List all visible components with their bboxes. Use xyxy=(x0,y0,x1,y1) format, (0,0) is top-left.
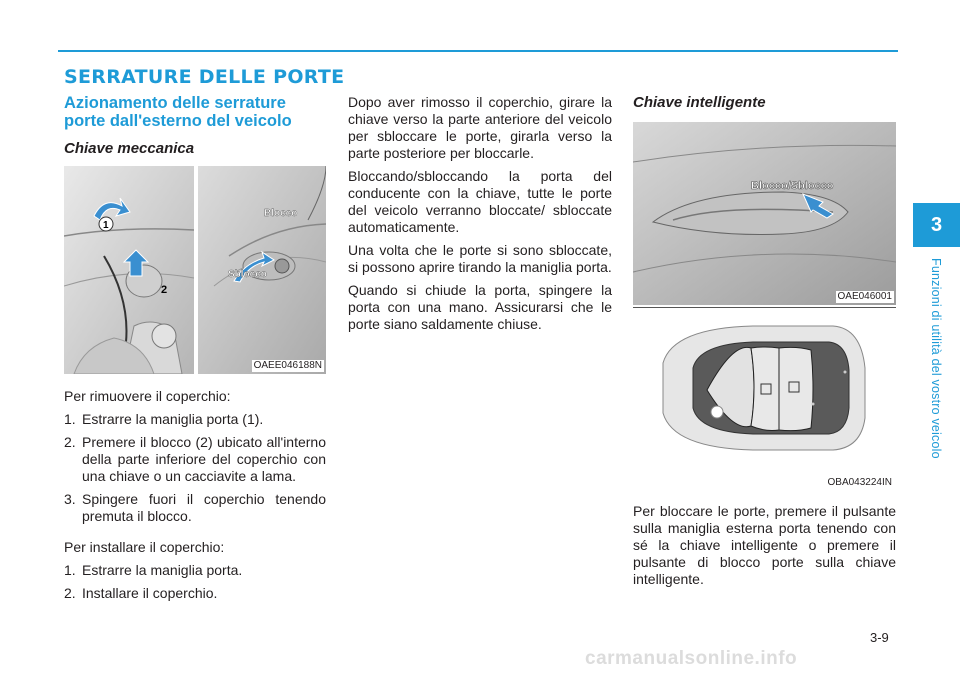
figure-mechanical-key xyxy=(64,166,326,374)
footer-watermark: carmanualsonline.info xyxy=(585,648,798,669)
chapter-title-vertical: Funzioni di utilità del vostro veicolo xyxy=(929,258,943,459)
subheading-mechanical-key: Chiave meccanica xyxy=(64,140,195,157)
list-item: 3. Spingere fuori il coperchio tenendo premuta il blocco. xyxy=(64,491,326,524)
column-3 xyxy=(633,94,896,594)
figure-code: OAE046001 xyxy=(837,291,892,302)
figure-code: OBA043224IN xyxy=(827,477,892,488)
column-1 xyxy=(64,94,326,608)
list-item: 2. Premere il blocco (2) ubicato all'interno della parte inferiore del coperchio con una chiave o un cacciavite a lama. xyxy=(64,434,326,484)
section-title: SERRATURE DELLE PORTE xyxy=(64,66,345,88)
column-2 xyxy=(348,94,612,339)
install-steps xyxy=(64,562,326,602)
list-item: 2. Installare il coperchio. xyxy=(64,585,218,601)
label-unlock: Sblocco xyxy=(228,269,267,280)
figure-smart-key-fob xyxy=(633,307,896,491)
list-item: 1. Estrarre la maniglia porta. xyxy=(64,562,243,578)
door-handle-illustration xyxy=(64,166,326,374)
label-lock-unlock: Blocco/Sblocco xyxy=(751,180,834,192)
page-number: 3-9 xyxy=(870,630,889,645)
callout-1: 1 xyxy=(103,220,109,231)
label-lock: Blocco xyxy=(264,208,298,219)
list-item: 1. Estrarre la maniglia porta (1). xyxy=(64,411,264,427)
paragraph: Quando si chiude la porta, spingere la porta con una mano. Assicurarsi che le porte siano saldamente chiuse. xyxy=(348,282,612,332)
smart-key-fob-illustration xyxy=(633,308,896,491)
figure-smart-key-handle xyxy=(633,122,896,305)
paragraph: Dopo aver rimosso il coperchio, girare la chiave verso la parte anteriore del veicolo per sbloccare le porte, girarla verso la parte posteriore per bloccarle. xyxy=(348,94,612,161)
remove-steps xyxy=(64,411,326,525)
chapter-tab: 3 xyxy=(913,203,960,247)
heading-exterior-locking: Azionamento delle serrature porte dall'esterno del veicolo xyxy=(64,94,292,130)
top-rule xyxy=(58,50,898,52)
smart-key-handle-illustration xyxy=(633,122,896,305)
callout-2: 2 xyxy=(161,284,168,296)
figure-code: OAEE046188N xyxy=(253,360,322,371)
paragraph: Bloccando/sbloccando la porta del conducente con la chiave, tutte le porte del veicolo verranno bloccate/ sbloccate automaticamente. xyxy=(348,168,612,235)
remove-intro: Per rimuovere il coperchio: xyxy=(64,388,231,404)
install-intro: Per installare il coperchio: xyxy=(64,539,225,555)
subheading-smart-key: Chiave intelligente xyxy=(633,94,766,111)
paragraph: Una volta che le porte si sono sbloccate, si possono aprire tirando la maniglia porta. xyxy=(348,242,612,275)
paragraph: Per bloccare le porte, premere il pulsante sulla maniglia esterna porta tenendo con sé la chiave intelligente o premere il pulsante di blocco porte sulla chiave intelligente. xyxy=(633,503,896,587)
